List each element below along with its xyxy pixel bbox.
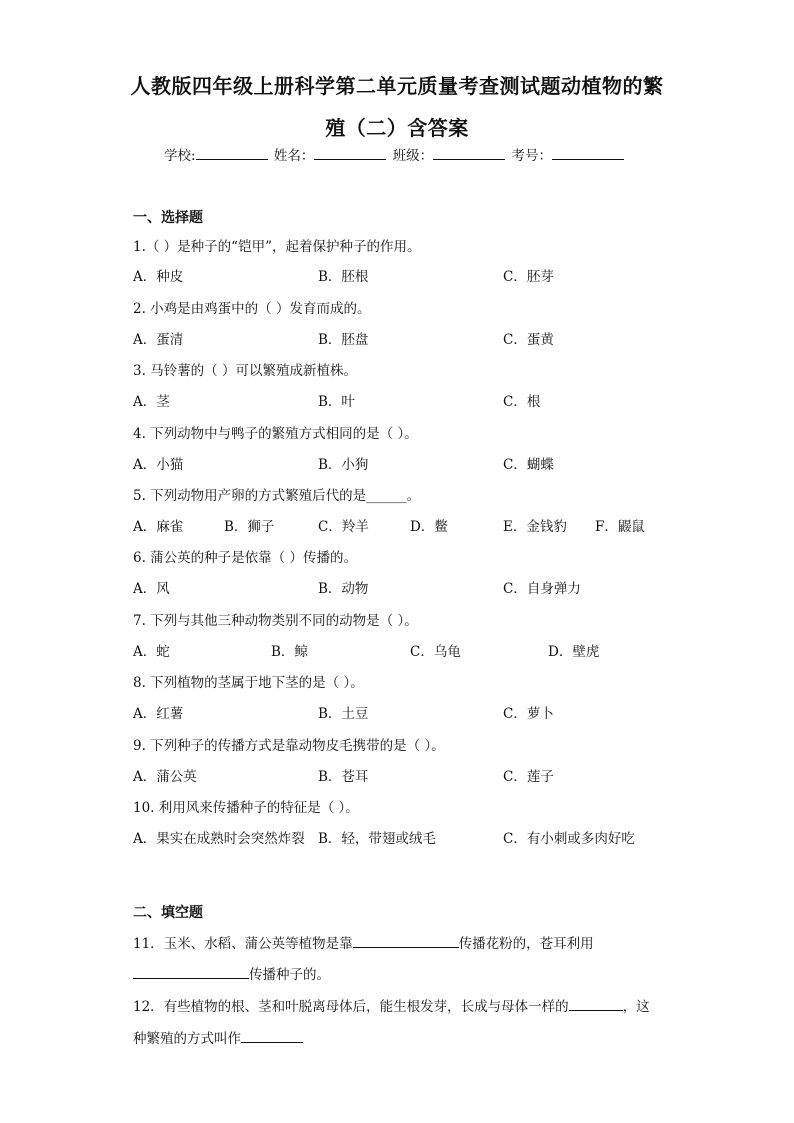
answer-option[interactable]: C．胚芽 [503,269,554,285]
student-info-line [164,144,626,164]
answer-option[interactable]: A．麻雀 [133,519,184,535]
answer-option[interactable]: C．蝴蝶 [503,457,554,473]
question-text: 2. 小鸡是由鸡蛋中的（ ）发育而成的。 [133,301,371,317]
question-text: 8. 下列植物的茎属于地下茎的是（ ）。 [133,675,364,691]
answer-option[interactable]: D．鳖 [410,519,448,535]
answer-option[interactable]: B．叶 [318,394,355,410]
question-text: 3. 马铃薯的（ ）可以繁殖成新植株。 [133,363,357,379]
answer-option[interactable]: A．风 [133,581,170,597]
section-heading-fill: 二、填空题 [133,905,203,921]
name-blank[interactable] [314,147,386,160]
answer-blank[interactable] [133,966,249,979]
answer-option[interactable]: C．自身弹力 [503,581,581,597]
answer-option[interactable]: A．红薯 [133,706,184,722]
number-blank[interactable] [552,147,624,160]
answer-option[interactable]: B．轻，带翅或绒毛 [318,831,436,847]
answer-option[interactable]: A．茎 [133,394,170,410]
answer-option[interactable]: B．土豆 [318,706,369,722]
fill-question-11-cont [133,963,330,983]
answer-option[interactable]: B．胚根 [318,269,369,285]
answer-option[interactable]: A．果实在成熟时会突然炸裂 [133,831,305,847]
page-title-line1: 人教版四年级上册科学第二单元质量考查测试题动植物的繁 [130,74,664,98]
answer-option[interactable]: B．鲸 [271,644,308,660]
fill-text: ，这 [622,999,650,1015]
fill-question-12 [133,995,650,1015]
school-blank[interactable] [196,147,268,160]
answer-option[interactable]: A．蒲公英 [133,769,197,785]
question-text: 1.（ ）是种子的“铠甲”，起着保护种子的作用。 [133,239,421,255]
answer-blank[interactable] [569,998,623,1011]
number-label: 考号： [511,148,552,164]
answer-option[interactable]: F．鼹鼠 [595,519,645,535]
answer-option[interactable]: B．动物 [318,581,369,597]
question-text: 10. 利用风来传播种子的特征是（ ）。 [133,800,359,816]
fill-text: 传播种子的。 [249,967,330,983]
fill-question-11 [133,932,594,952]
answer-option[interactable]: C．羚羊 [318,519,369,535]
question-text: 5. 下列动物用产卵的方式繁殖后代的是______。 [133,488,421,504]
answer-option[interactable]: A．小猫 [133,457,184,473]
page-title-line2: 殖（二）含答案 [325,116,469,140]
class-label: 班级： [392,148,434,164]
answer-option[interactable]: B．胚盘 [318,332,369,348]
answer-option[interactable]: A．蛇 [133,644,170,660]
fill-text: 12．有些植物的根、茎和叶脱离母体后，能生根发芽，长成与母体一样的 [133,999,569,1015]
answer-option[interactable]: C．有小刺或多肉好吃 [503,831,635,847]
answer-option[interactable]: C．萝卜 [503,706,554,722]
answer-option[interactable]: B．小狗 [318,457,369,473]
answer-option[interactable]: E．金钱豹 [503,519,567,535]
answer-option[interactable]: A．种皮 [133,269,184,285]
class-blank[interactable] [433,147,505,160]
answer-option[interactable]: A．蛋清 [133,332,184,348]
fill-question-12-cont [133,1027,303,1047]
answer-option[interactable]: C．根 [503,394,541,410]
fill-text: 传播花粉的，苍耳利用 [458,936,594,952]
answer-option[interactable]: C．蛋黄 [503,332,554,348]
answer-option[interactable]: C．乌龟 [410,644,461,660]
question-text: 9. 下列种子的传播方式是靠动物皮毛携带的是（ ）。 [133,738,445,754]
school-label: 学校: [164,148,196,164]
fill-text: 11．玉米、水稻、蒲公英等植物是靠 [133,936,353,952]
answer-blank[interactable] [353,935,459,948]
answer-option[interactable]: B．狮子 [224,519,275,535]
answer-option[interactable]: D．壁虎 [548,644,600,660]
answer-option[interactable]: B．苍耳 [318,769,369,785]
answer-blank[interactable] [241,1030,303,1043]
name-label: 姓名： [273,148,315,164]
section-heading-choice: 一、选择题 [133,210,203,226]
question-text: 6. 蒲公英的种子是依靠（ ）传播的。 [133,550,357,566]
question-text: 7. 下列与其他三种动物类别不同的动物是（ ）。 [133,613,418,629]
fill-text: 种繁殖的方式叫作 [133,1031,241,1047]
question-text: 4. 下列动物中与鸭子的繁殖方式相同的是（ ）。 [133,426,418,442]
answer-option[interactable]: C．莲子 [503,769,554,785]
